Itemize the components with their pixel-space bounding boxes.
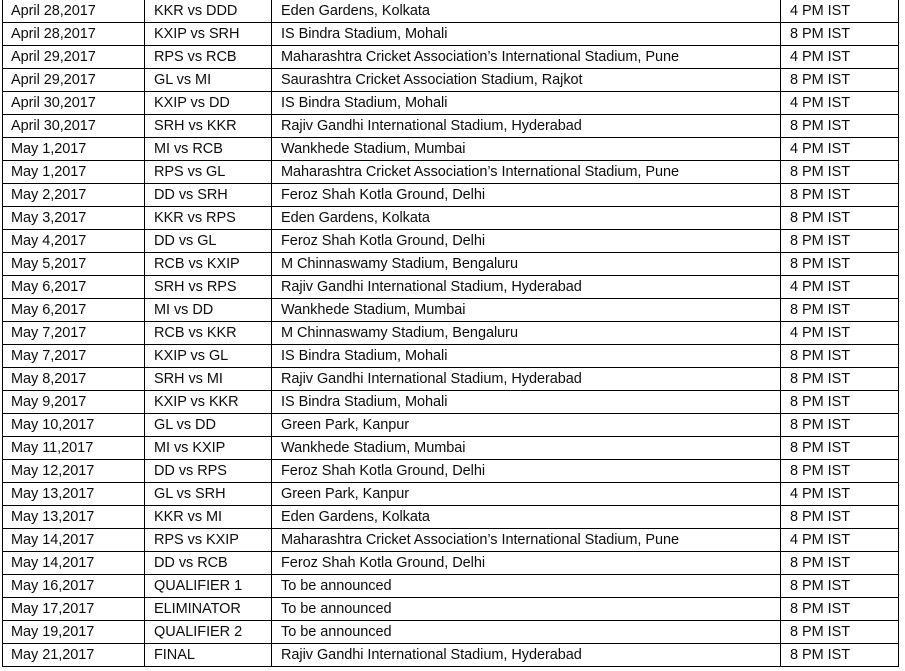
cell-time: 8 PM IST bbox=[781, 644, 899, 667]
cell-match: KKR vs DDD bbox=[145, 0, 272, 23]
cell-match: KKR vs MI bbox=[145, 506, 272, 529]
table-row bbox=[3, 69, 899, 92]
cell-venue: Feroz Shah Kotla Ground, Delhi bbox=[272, 230, 781, 253]
table-row bbox=[3, 23, 899, 46]
cell-time: 8 PM IST bbox=[781, 253, 899, 276]
cell-time: 8 PM IST bbox=[781, 299, 899, 322]
cell-date: April 30,2017 bbox=[3, 115, 145, 138]
cell-venue: Saurashtra Cricket Association Stadium, Rajkot bbox=[272, 69, 781, 92]
cell-match: QUALIFIER 2 bbox=[145, 621, 272, 644]
cell-venue: IS Bindra Stadium, Mohali bbox=[272, 23, 781, 46]
match-schedule-table bbox=[2, 0, 899, 667]
cell-time: 8 PM IST bbox=[781, 161, 899, 184]
schedule-table-body bbox=[3, 0, 899, 667]
cell-venue: Green Park, Kanpur bbox=[272, 414, 781, 437]
cell-time: 8 PM IST bbox=[781, 391, 899, 414]
cell-time: 8 PM IST bbox=[781, 368, 899, 391]
cell-date: May 2,2017 bbox=[3, 184, 145, 207]
cell-time: 8 PM IST bbox=[781, 230, 899, 253]
table-row bbox=[3, 552, 899, 575]
cell-time: 4 PM IST bbox=[781, 92, 899, 115]
cell-time: 8 PM IST bbox=[781, 621, 899, 644]
cell-venue: Wankhede Stadium, Mumbai bbox=[272, 299, 781, 322]
cell-match: DD vs SRH bbox=[145, 184, 272, 207]
cell-date: April 28,2017 bbox=[3, 23, 145, 46]
cell-match: SRH vs MI bbox=[145, 368, 272, 391]
cell-venue: Wankhede Stadium, Mumbai bbox=[272, 437, 781, 460]
cell-match: FINAL bbox=[145, 644, 272, 667]
cell-time: 4 PM IST bbox=[781, 483, 899, 506]
table-row bbox=[3, 506, 899, 529]
cell-date: May 1,2017 bbox=[3, 161, 145, 184]
table-row bbox=[3, 0, 899, 23]
cell-time: 4 PM IST bbox=[781, 46, 899, 69]
cell-time: 8 PM IST bbox=[781, 506, 899, 529]
cell-date: May 4,2017 bbox=[3, 230, 145, 253]
cell-match: DD vs RCB bbox=[145, 552, 272, 575]
cell-time: 8 PM IST bbox=[781, 207, 899, 230]
cell-venue: Maharashtra Cricket Association’s International Stadium, Pune bbox=[272, 161, 781, 184]
cell-venue: Green Park, Kanpur bbox=[272, 483, 781, 506]
cell-venue: Rajiv Gandhi International Stadium, Hyderabad bbox=[272, 276, 781, 299]
cell-date: May 1,2017 bbox=[3, 138, 145, 161]
cell-match: GL vs MI bbox=[145, 69, 272, 92]
table-row bbox=[3, 276, 899, 299]
cell-time: 4 PM IST bbox=[781, 138, 899, 161]
cell-venue: IS Bindra Stadium, Mohali bbox=[272, 92, 781, 115]
cell-date: April 28,2017 bbox=[3, 0, 145, 23]
cell-time: 8 PM IST bbox=[781, 598, 899, 621]
cell-date: May 21,2017 bbox=[3, 644, 145, 667]
cell-date: May 14,2017 bbox=[3, 529, 145, 552]
cell-date: April 29,2017 bbox=[3, 69, 145, 92]
cell-date: April 29,2017 bbox=[3, 46, 145, 69]
cell-date: May 3,2017 bbox=[3, 207, 145, 230]
cell-venue: Feroz Shah Kotla Ground, Delhi bbox=[272, 184, 781, 207]
cell-time: 4 PM IST bbox=[781, 0, 899, 23]
cell-time: 8 PM IST bbox=[781, 437, 899, 460]
cell-match: RCB vs KXIP bbox=[145, 253, 272, 276]
table-row bbox=[3, 161, 899, 184]
cell-date: May 8,2017 bbox=[3, 368, 145, 391]
table-row bbox=[3, 207, 899, 230]
table-row bbox=[3, 92, 899, 115]
cell-time: 8 PM IST bbox=[781, 552, 899, 575]
cell-match: SRH vs RPS bbox=[145, 276, 272, 299]
cell-venue: Eden Gardens, Kolkata bbox=[272, 506, 781, 529]
cell-venue: Rajiv Gandhi International Stadium, Hyderabad bbox=[272, 115, 781, 138]
cell-time: 8 PM IST bbox=[781, 184, 899, 207]
table-row bbox=[3, 529, 899, 552]
cell-date: May 13,2017 bbox=[3, 483, 145, 506]
table-row bbox=[3, 621, 899, 644]
cell-match: GL vs DD bbox=[145, 414, 272, 437]
cell-venue: Feroz Shah Kotla Ground, Delhi bbox=[272, 552, 781, 575]
cell-time: 4 PM IST bbox=[781, 276, 899, 299]
cell-date: May 7,2017 bbox=[3, 345, 145, 368]
cell-venue: To be announced bbox=[272, 621, 781, 644]
cell-match: SRH vs KKR bbox=[145, 115, 272, 138]
cell-time: 8 PM IST bbox=[781, 23, 899, 46]
cell-date: May 9,2017 bbox=[3, 391, 145, 414]
cell-date: May 14,2017 bbox=[3, 552, 145, 575]
cell-venue: Rajiv Gandhi International Stadium, Hyderabad bbox=[272, 368, 781, 391]
table-row bbox=[3, 368, 899, 391]
cell-match: KXIP vs DD bbox=[145, 92, 272, 115]
cell-time: 8 PM IST bbox=[781, 69, 899, 92]
cell-date: May 13,2017 bbox=[3, 506, 145, 529]
cell-venue: Feroz Shah Kotla Ground, Delhi bbox=[272, 460, 781, 483]
cell-match: KKR vs RPS bbox=[145, 207, 272, 230]
cell-venue: IS Bindra Stadium, Mohali bbox=[272, 391, 781, 414]
table-row bbox=[3, 460, 899, 483]
cell-venue: Rajiv Gandhi International Stadium, Hyderabad bbox=[272, 644, 781, 667]
cell-date: May 19,2017 bbox=[3, 621, 145, 644]
cell-venue: To be announced bbox=[272, 598, 781, 621]
cell-venue: M Chinnaswamy Stadium, Bengaluru bbox=[272, 253, 781, 276]
cell-venue: Wankhede Stadium, Mumbai bbox=[272, 138, 781, 161]
table-row bbox=[3, 322, 899, 345]
table-row bbox=[3, 414, 899, 437]
cell-venue: Eden Gardens, Kolkata bbox=[272, 207, 781, 230]
cell-match: RPS vs GL bbox=[145, 161, 272, 184]
table-row bbox=[3, 138, 899, 161]
cell-time: 8 PM IST bbox=[781, 345, 899, 368]
table-row bbox=[3, 230, 899, 253]
cell-match: KXIP vs KKR bbox=[145, 391, 272, 414]
cell-venue: To be announced bbox=[272, 575, 781, 598]
table-row bbox=[3, 46, 899, 69]
cell-time: 8 PM IST bbox=[781, 414, 899, 437]
table-row bbox=[3, 391, 899, 414]
cell-match: RPS vs RCB bbox=[145, 46, 272, 69]
table-row bbox=[3, 644, 899, 667]
cell-date: May 6,2017 bbox=[3, 299, 145, 322]
cell-time: 8 PM IST bbox=[781, 575, 899, 598]
table-row bbox=[3, 253, 899, 276]
cell-match: GL vs SRH bbox=[145, 483, 272, 506]
table-row bbox=[3, 115, 899, 138]
cell-date: May 16,2017 bbox=[3, 575, 145, 598]
cell-match: QUALIFIER 1 bbox=[145, 575, 272, 598]
cell-date: May 11,2017 bbox=[3, 437, 145, 460]
table-row bbox=[3, 184, 899, 207]
cell-match: KXIP vs GL bbox=[145, 345, 272, 368]
cell-match: DD vs RPS bbox=[145, 460, 272, 483]
cell-time: 8 PM IST bbox=[781, 115, 899, 138]
cell-match: RPS vs KXIP bbox=[145, 529, 272, 552]
cell-time: 8 PM IST bbox=[781, 460, 899, 483]
cell-match: RCB vs KKR bbox=[145, 322, 272, 345]
cell-venue: IS Bindra Stadium, Mohali bbox=[272, 345, 781, 368]
cell-time: 4 PM IST bbox=[781, 322, 899, 345]
cell-venue: Eden Gardens, Kolkata bbox=[272, 0, 781, 23]
cell-date: May 10,2017 bbox=[3, 414, 145, 437]
cell-match: MI vs DD bbox=[145, 299, 272, 322]
cell-date: May 5,2017 bbox=[3, 253, 145, 276]
cell-match: KXIP vs SRH bbox=[145, 23, 272, 46]
table-row bbox=[3, 575, 899, 598]
cell-venue: Maharashtra Cricket Association’s International Stadium, Pune bbox=[272, 46, 781, 69]
cell-date: April 30,2017 bbox=[3, 92, 145, 115]
cell-match: MI vs RCB bbox=[145, 138, 272, 161]
cell-date: May 6,2017 bbox=[3, 276, 145, 299]
cell-match: ELIMINATOR bbox=[145, 598, 272, 621]
cell-match: MI vs KXIP bbox=[145, 437, 272, 460]
cell-time: 4 PM IST bbox=[781, 529, 899, 552]
cell-date: May 7,2017 bbox=[3, 322, 145, 345]
table-row bbox=[3, 483, 899, 506]
table-row bbox=[3, 299, 899, 322]
cell-date: May 17,2017 bbox=[3, 598, 145, 621]
table-row bbox=[3, 598, 899, 621]
cell-venue: Maharashtra Cricket Association’s International Stadium, Pune bbox=[272, 529, 781, 552]
cell-date: May 12,2017 bbox=[3, 460, 145, 483]
table-row bbox=[3, 437, 899, 460]
table-row bbox=[3, 345, 899, 368]
cell-venue: M Chinnaswamy Stadium, Bengaluru bbox=[272, 322, 781, 345]
cell-match: DD vs GL bbox=[145, 230, 272, 253]
